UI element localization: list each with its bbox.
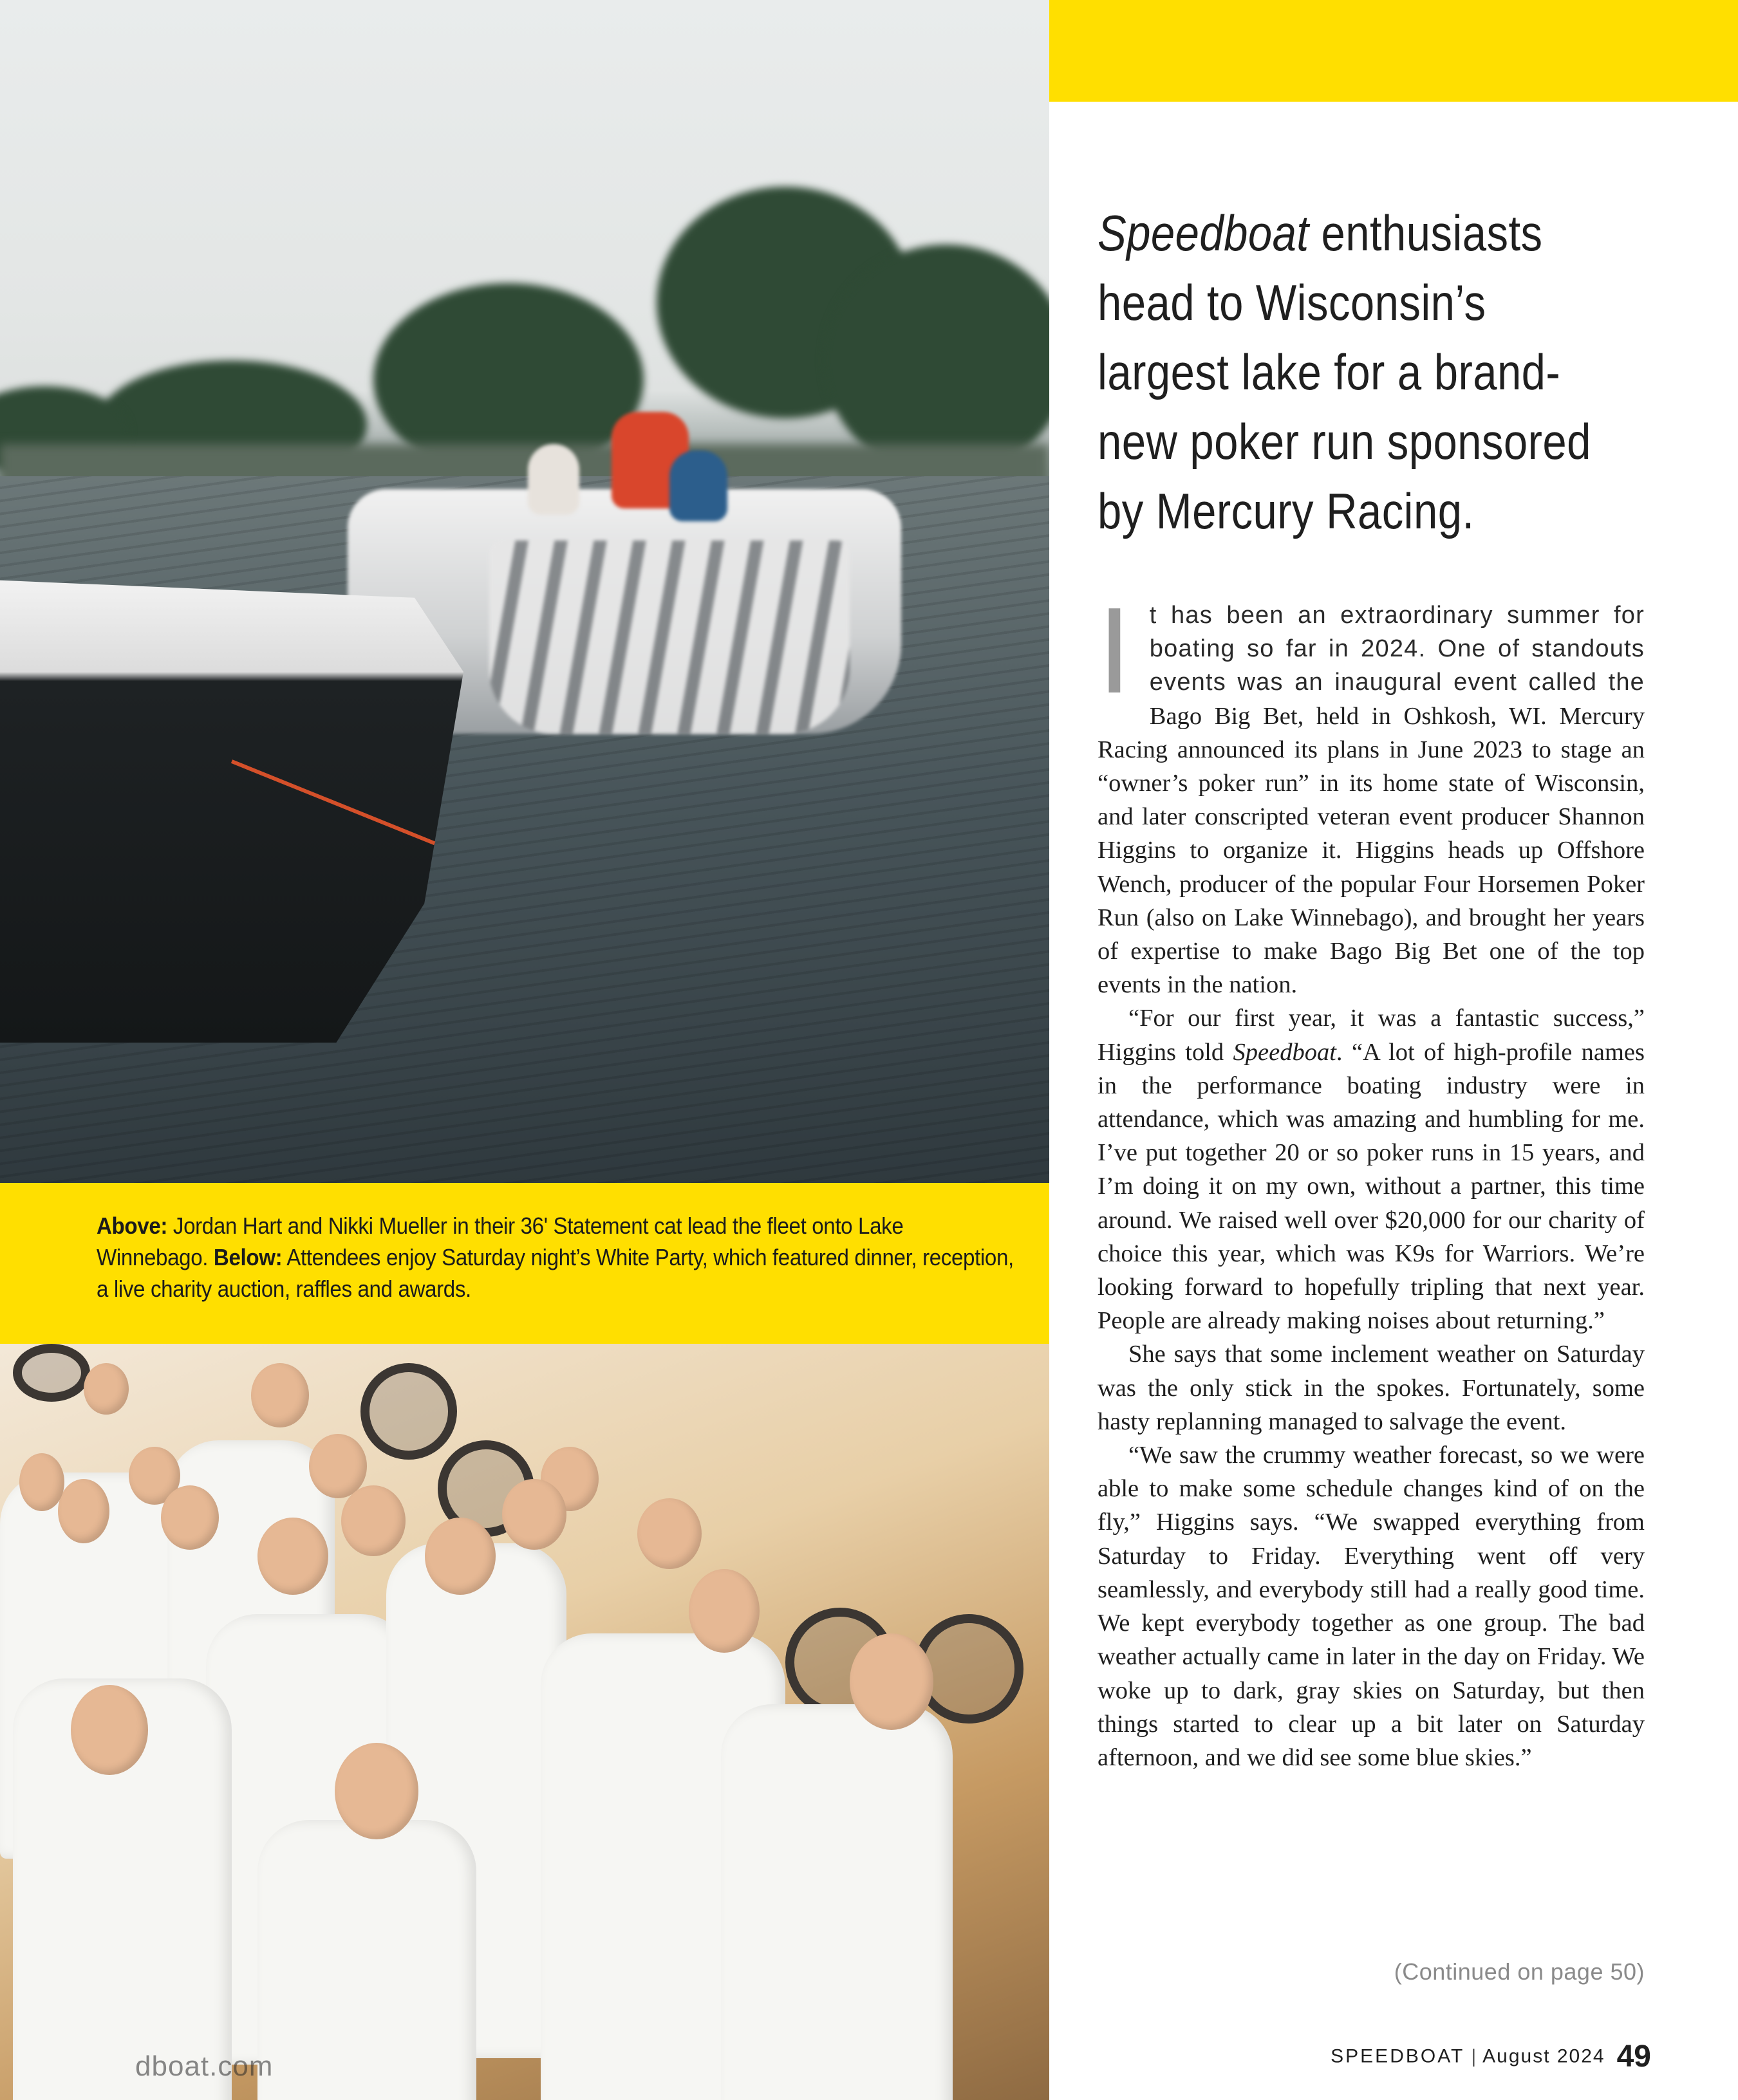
paragraph-3: She says that some inclement weather on Saturday was the only stick in the spokes. Fortunately, some hasty replanning managed to salvage the event. bbox=[1098, 1341, 1645, 1435]
photo-caption bbox=[0, 1183, 1049, 1344]
page-footer bbox=[1316, 2039, 1651, 2074]
drop-cap: I bbox=[1098, 582, 1132, 719]
footer-publication: SPEEDBOAT bbox=[1331, 2045, 1465, 2067]
paragraph-2-italic: Speedboat bbox=[1233, 1038, 1336, 1066]
photo-watermark: dboat.com bbox=[135, 2050, 274, 2082]
paragraph-1 bbox=[1098, 582, 1645, 1001]
paragraph-2-text-b: . “A lot of high-profile names in the performance boating industry were in attendance, which was amazing and humbling for me. I’ve put together 20 or so poker runs in 15 years, and I’m doing it on my own, without a partner, this time around. We raised well over $20,000 for our charity of choice this year, which was K9s for Warriors. We’re looking forward to hopefully tripling that next year. People are already making noises about returning.” bbox=[1098, 1038, 1645, 1335]
page-number: 49 bbox=[1616, 2040, 1651, 2074]
caption-above-text: Jordan Hart and Nikki Mueller in their 36' Statement cat lead the fleet onto Lake Winnebago. bbox=[97, 1213, 904, 1270]
deck-text: enthusiasts head to Wisconsin’s largest lake for a brand-new poker run sponsored by Mercury Racing. bbox=[1098, 205, 1591, 539]
paragraph-4: “We saw the crummy weather forecast, so we were able to make some schedule changes kind of on the fly,” Higgins says. “We swapped everything from Saturday to Friday. Everything went off very seamlessly, and everybody still had a really good time. We kept everybody together as one group. The bad weather actually came in later in the day on Friday. We woke up to dark, gray skies on Saturday, but then things started to clear up a bit later on Saturday afternoon, and we did see some blue skies.” bbox=[1098, 1442, 1645, 1771]
caption-above-label: Above: bbox=[97, 1213, 168, 1239]
paragraph-1-text: Bago Big Bet, held in Oshkosh, WI. Mercury Racing announced its plans in June 2023 to stage an “owner’s poker run” in its home state of Wisconsin, and later conscripted veteran event producer Shannon Higgins to organize it. Higgins heads up Offshore Wench, producer of the popular Four Horsemen Poker Run (also on Lake Winnebago), and brought her years of expertise to make Bago Big Bet one of the top events in the nation. bbox=[1098, 702, 1645, 999]
article-deck bbox=[1098, 198, 1596, 546]
caption-below-label: Below: bbox=[213, 1244, 283, 1270]
header-accent-bar bbox=[1049, 0, 1738, 102]
party-photo bbox=[0, 1344, 1049, 2100]
deck-italic: Speedboat bbox=[1098, 205, 1309, 261]
caption-text bbox=[97, 1210, 1020, 1305]
continued-note: (Continued on page 50) bbox=[1394, 1958, 1645, 1985]
article-body bbox=[1098, 582, 1645, 1774]
footer-date: August 2024 bbox=[1482, 2045, 1605, 2067]
lead-in: t has been an extraordinary summer for boating so far in 2024. One of standouts events was an inaugural event called the bbox=[1149, 602, 1645, 696]
paragraph-2-text-a: “For our first year, it was a fantastic success,” Higgins told bbox=[1098, 1005, 1645, 1066]
boat-photo bbox=[0, 0, 1049, 1183]
paragraph-2 bbox=[1098, 1001, 1645, 1337]
footer-separator: | bbox=[1471, 2045, 1477, 2067]
caption-below-text: Attendees enjoy Saturday night’s White Party, which featured dinner, reception, a live charity auction, raffles and awards. bbox=[97, 1244, 1014, 1302]
